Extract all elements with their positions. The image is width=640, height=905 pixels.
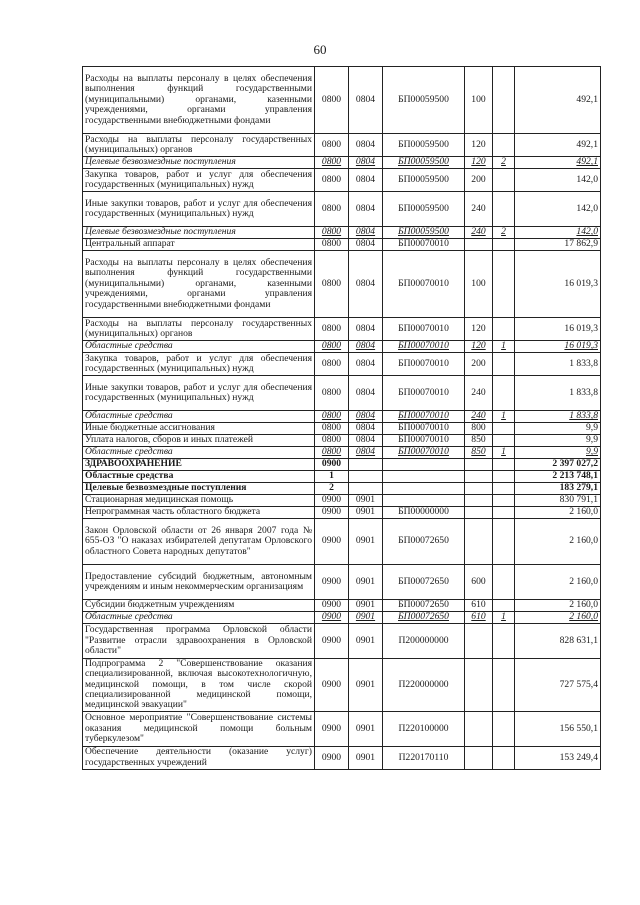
subsection-code-cell: 0804 bbox=[349, 239, 383, 251]
section-code-cell: 0900 bbox=[315, 495, 349, 507]
expense-type-code-cell bbox=[465, 507, 493, 519]
budget-table bbox=[82, 66, 601, 770]
section-code-cell: 0800 bbox=[315, 353, 349, 376]
funding-source-code-cell bbox=[493, 134, 515, 157]
amount-cell: 9,9 bbox=[515, 447, 601, 459]
table-row bbox=[83, 483, 601, 495]
subsection-code-cell bbox=[349, 459, 383, 471]
amount-cell: 2 213 748,1 bbox=[515, 471, 601, 483]
table-row bbox=[83, 746, 601, 769]
row-name-cell: Целевые безвозмездные поступления bbox=[83, 227, 315, 239]
amount-cell: 2 160,0 bbox=[515, 565, 601, 600]
table-row bbox=[83, 471, 601, 483]
row-name-cell: Областные средства bbox=[83, 447, 315, 459]
subsection-code-cell: 0901 bbox=[349, 495, 383, 507]
funding-source-code-cell bbox=[493, 192, 515, 227]
target-article-code-cell: БП00070010 bbox=[383, 411, 465, 423]
subsection-code-cell: 0804 bbox=[349, 341, 383, 353]
row-name-cell: Основное мероприятие "Совершенствование системы оказания медицинской помощи больным туберкулезом" bbox=[83, 711, 315, 746]
target-article-code-cell bbox=[383, 471, 465, 483]
funding-source-code-cell bbox=[493, 471, 515, 483]
amount-cell: 9,9 bbox=[515, 435, 601, 447]
funding-source-code-cell bbox=[493, 507, 515, 519]
table-row bbox=[83, 507, 601, 519]
section-code-cell: 0800 bbox=[315, 227, 349, 239]
target-article-code-cell: П200000000 bbox=[383, 624, 465, 659]
section-code-cell: 0800 bbox=[315, 157, 349, 169]
subsection-code-cell: 0804 bbox=[349, 411, 383, 423]
subsection-code-cell: 0804 bbox=[349, 227, 383, 239]
section-code-cell: 2 bbox=[315, 483, 349, 495]
table-row bbox=[83, 495, 601, 507]
expense-type-code-cell: 800 bbox=[465, 423, 493, 435]
amount-cell: 16 019,3 bbox=[515, 318, 601, 341]
expense-type-code-cell: 200 bbox=[465, 353, 493, 376]
target-article-code-cell: БП00070010 bbox=[383, 318, 465, 341]
expense-type-code-cell: 120 bbox=[465, 318, 493, 341]
funding-source-code-cell bbox=[493, 169, 515, 192]
subsection-code-cell: 0804 bbox=[349, 447, 383, 459]
expense-type-code-cell: 850 bbox=[465, 447, 493, 459]
section-code-cell: 0800 bbox=[315, 447, 349, 459]
budget-table-body bbox=[83, 67, 601, 770]
section-code-cell: 0900 bbox=[315, 507, 349, 519]
row-name-cell: Целевые безвозмездные поступления bbox=[83, 157, 315, 169]
target-article-code-cell: БП00070010 bbox=[383, 251, 465, 318]
target-article-code-cell: БП00000000 bbox=[383, 507, 465, 519]
amount-cell: 2 160,0 bbox=[515, 519, 601, 565]
table-row bbox=[83, 157, 601, 169]
funding-source-code-cell: 1 bbox=[493, 447, 515, 459]
table-row bbox=[83, 612, 601, 624]
section-code-cell: 0800 bbox=[315, 251, 349, 318]
amount-cell: 9,9 bbox=[515, 423, 601, 435]
row-name-cell: ЗДРАВООХРАНЕНИЕ bbox=[83, 459, 315, 471]
funding-source-code-cell bbox=[493, 600, 515, 612]
table-row bbox=[83, 565, 601, 600]
row-name-cell: Расходы на выплаты персоналу в целях обеспечения выполнения функций государственными (муниципальными) органами, казенными учреждениями, органами управления государственными внебюджетными фондами bbox=[83, 67, 315, 134]
subsection-code-cell: 0901 bbox=[349, 600, 383, 612]
funding-source-code-cell bbox=[493, 711, 515, 746]
subsection-code-cell: 0804 bbox=[349, 251, 383, 318]
target-article-code-cell: БП00059500 bbox=[383, 227, 465, 239]
section-code-cell: 0800 bbox=[315, 318, 349, 341]
funding-source-code-cell: 1 bbox=[493, 341, 515, 353]
target-article-code-cell: БП00059500 bbox=[383, 192, 465, 227]
amount-cell: 727 575,4 bbox=[515, 659, 601, 712]
funding-source-code-cell: 1 bbox=[493, 612, 515, 624]
expense-type-code-cell bbox=[465, 239, 493, 251]
row-name-cell: Подпрограмма 2 "Совершенствование оказания специализированной, включая высокотехнологичную, медицинской помощи, в том числе скорой специализированной медицинской помощи, медицинской эвакуации" bbox=[83, 659, 315, 712]
section-code-cell: 0900 bbox=[315, 612, 349, 624]
table-row bbox=[83, 519, 601, 565]
amount-cell: 1 833,8 bbox=[515, 376, 601, 411]
expense-type-code-cell: 240 bbox=[465, 376, 493, 411]
table-row bbox=[83, 239, 601, 251]
section-code-cell: 0800 bbox=[315, 134, 349, 157]
row-name-cell: Расходы на выплаты персоналу в целях обеспечения выполнения функций государственными (муниципальными) органами, казенными учреждениями, органами управления государственными внебюджетными фондами bbox=[83, 251, 315, 318]
target-article-code-cell: П220100000 bbox=[383, 711, 465, 746]
amount-cell: 492,1 bbox=[515, 67, 601, 134]
section-code-cell: 0800 bbox=[315, 423, 349, 435]
subsection-code-cell: 0804 bbox=[349, 423, 383, 435]
subsection-code-cell: 0901 bbox=[349, 507, 383, 519]
funding-source-code-cell: 2 bbox=[493, 157, 515, 169]
amount-cell: 142,0 bbox=[515, 192, 601, 227]
funding-source-code-cell: 2 bbox=[493, 227, 515, 239]
row-name-cell: Закупка товаров, работ и услуг для обеспечения государственных (муниципальных) нужд bbox=[83, 353, 315, 376]
table-row bbox=[83, 411, 601, 423]
table-row bbox=[83, 624, 601, 659]
funding-source-code-cell bbox=[493, 251, 515, 318]
amount-cell: 156 550,1 bbox=[515, 711, 601, 746]
amount-cell: 492,1 bbox=[515, 157, 601, 169]
target-article-code-cell: БП00059500 bbox=[383, 169, 465, 192]
funding-source-code-cell bbox=[493, 659, 515, 712]
target-article-code-cell bbox=[383, 483, 465, 495]
amount-cell: 1 833,8 bbox=[515, 353, 601, 376]
funding-source-code-cell bbox=[493, 624, 515, 659]
expense-type-code-cell bbox=[465, 519, 493, 565]
row-name-cell: Закон Орловской области от 26 января 2007 года № 655-ОЗ "О наказах избирателей депутатам Орловского областного Совета народных депутатов" bbox=[83, 519, 315, 565]
table-row bbox=[83, 251, 601, 318]
target-article-code-cell: БП00070010 bbox=[383, 447, 465, 459]
subsection-code-cell: 0804 bbox=[349, 192, 383, 227]
amount-cell: 830 791,1 bbox=[515, 495, 601, 507]
target-article-code-cell: БП00072650 bbox=[383, 612, 465, 624]
row-name-cell: Предоставление субсидий бюджетным, автономным учреждениям и иным некоммерческим организациям bbox=[83, 565, 315, 600]
subsection-code-cell bbox=[349, 471, 383, 483]
funding-source-code-cell bbox=[493, 746, 515, 769]
table-row bbox=[83, 376, 601, 411]
expense-type-code-cell bbox=[465, 746, 493, 769]
target-article-code-cell: П220000000 bbox=[383, 659, 465, 712]
section-code-cell: 1 bbox=[315, 471, 349, 483]
amount-cell: 1 833,8 bbox=[515, 411, 601, 423]
expense-type-code-cell: 100 bbox=[465, 67, 493, 134]
section-code-cell: 0900 bbox=[315, 459, 349, 471]
row-name-cell: Центральный аппарат bbox=[83, 239, 315, 251]
amount-cell: 17 862,9 bbox=[515, 239, 601, 251]
target-article-code-cell: БП00070010 bbox=[383, 341, 465, 353]
section-code-cell: 0900 bbox=[315, 659, 349, 712]
expense-type-code-cell: 240 bbox=[465, 227, 493, 239]
table-row bbox=[83, 447, 601, 459]
section-code-cell: 0800 bbox=[315, 341, 349, 353]
target-article-code-cell: БП00072650 bbox=[383, 600, 465, 612]
amount-cell: 16 019,3 bbox=[515, 251, 601, 318]
section-code-cell: 0900 bbox=[315, 746, 349, 769]
subsection-code-cell: 0804 bbox=[349, 157, 383, 169]
section-code-cell: 0900 bbox=[315, 624, 349, 659]
expense-type-code-cell: 120 bbox=[465, 134, 493, 157]
row-name-cell: Иные бюджетные ассигнования bbox=[83, 423, 315, 435]
row-name-cell: Уплата налогов, сборов и иных платежей bbox=[83, 435, 315, 447]
funding-source-code-cell bbox=[493, 353, 515, 376]
expense-type-code-cell bbox=[465, 624, 493, 659]
expense-type-code-cell bbox=[465, 495, 493, 507]
table-row bbox=[83, 711, 601, 746]
row-name-cell: Областные средства bbox=[83, 471, 315, 483]
amount-cell: 828 631,1 bbox=[515, 624, 601, 659]
amount-cell: 153 249,4 bbox=[515, 746, 601, 769]
funding-source-code-cell bbox=[493, 239, 515, 251]
table-row bbox=[83, 227, 601, 239]
section-code-cell: 0900 bbox=[315, 600, 349, 612]
target-article-code-cell bbox=[383, 495, 465, 507]
funding-source-code-cell bbox=[493, 376, 515, 411]
table-row bbox=[83, 353, 601, 376]
target-article-code-cell: П220170110 bbox=[383, 746, 465, 769]
row-name-cell: Непрограммная часть областного бюджета bbox=[83, 507, 315, 519]
amount-cell: 492,1 bbox=[515, 134, 601, 157]
table-row bbox=[83, 659, 601, 712]
funding-source-code-cell bbox=[493, 423, 515, 435]
section-code-cell: 0800 bbox=[315, 376, 349, 411]
target-article-code-cell: БП00070010 bbox=[383, 376, 465, 411]
table-row bbox=[83, 318, 601, 341]
expense-type-code-cell: 610 bbox=[465, 612, 493, 624]
section-code-cell: 0900 bbox=[315, 711, 349, 746]
table-row bbox=[83, 459, 601, 471]
funding-source-code-cell bbox=[493, 495, 515, 507]
expense-type-code-cell: 850 bbox=[465, 435, 493, 447]
table-row bbox=[83, 341, 601, 353]
row-name-cell: Расходы на выплаты персоналу государственных (муниципальных) органов bbox=[83, 318, 315, 341]
row-name-cell: Иные закупки товаров, работ и услуг для обеспечения государственных (муниципальных) нужд bbox=[83, 192, 315, 227]
table-row bbox=[83, 600, 601, 612]
section-code-cell: 0800 bbox=[315, 192, 349, 227]
table-row bbox=[83, 192, 601, 227]
subsection-code-cell: 0804 bbox=[349, 134, 383, 157]
target-article-code-cell: БП00070010 bbox=[383, 353, 465, 376]
section-code-cell: 0800 bbox=[315, 435, 349, 447]
expense-type-code-cell: 100 bbox=[465, 251, 493, 318]
amount-cell: 2 397 027,2 bbox=[515, 459, 601, 471]
expense-type-code-cell: 240 bbox=[465, 411, 493, 423]
row-name-cell: Стационарная медицинская помощь bbox=[83, 495, 315, 507]
row-name-cell: Субсидии бюджетным учреждениям bbox=[83, 600, 315, 612]
amount-cell: 183 279,1 bbox=[515, 483, 601, 495]
subsection-code-cell: 0804 bbox=[349, 353, 383, 376]
subsection-code-cell: 0804 bbox=[349, 376, 383, 411]
funding-source-code-cell bbox=[493, 435, 515, 447]
table-row bbox=[83, 67, 601, 134]
table-row bbox=[83, 169, 601, 192]
expense-type-code-cell bbox=[465, 459, 493, 471]
funding-source-code-cell bbox=[493, 459, 515, 471]
subsection-code-cell: 0804 bbox=[349, 318, 383, 341]
amount-cell: 2 160,0 bbox=[515, 507, 601, 519]
target-article-code-cell bbox=[383, 459, 465, 471]
row-name-cell: Иные закупки товаров, работ и услуг для обеспечения государственных (муниципальных) нужд bbox=[83, 376, 315, 411]
row-name-cell: Государственная программа Орловской области "Развитие отрасли здравоохранения в Орловской области" bbox=[83, 624, 315, 659]
amount-cell: 142,0 bbox=[515, 227, 601, 239]
funding-source-code-cell bbox=[493, 565, 515, 600]
section-code-cell: 0800 bbox=[315, 411, 349, 423]
amount-cell: 2 160,0 bbox=[515, 600, 601, 612]
subsection-code-cell: 0901 bbox=[349, 624, 383, 659]
target-article-code-cell: БП00070010 bbox=[383, 239, 465, 251]
subsection-code-cell: 0804 bbox=[349, 67, 383, 134]
target-article-code-cell: БП00070010 bbox=[383, 435, 465, 447]
target-article-code-cell: БП00072650 bbox=[383, 565, 465, 600]
table-row bbox=[83, 423, 601, 435]
subsection-code-cell: 0901 bbox=[349, 519, 383, 565]
target-article-code-cell: БП00072650 bbox=[383, 519, 465, 565]
funding-source-code-cell: 1 bbox=[493, 411, 515, 423]
amount-cell: 142,0 bbox=[515, 169, 601, 192]
subsection-code-cell: 0804 bbox=[349, 169, 383, 192]
expense-type-code-cell: 120 bbox=[465, 341, 493, 353]
target-article-code-cell: БП00059500 bbox=[383, 134, 465, 157]
target-article-code-cell: БП00070010 bbox=[383, 423, 465, 435]
section-code-cell: 0800 bbox=[315, 239, 349, 251]
amount-cell: 2 160,0 bbox=[515, 612, 601, 624]
expense-type-code-cell bbox=[465, 711, 493, 746]
expense-type-code-cell: 610 bbox=[465, 600, 493, 612]
subsection-code-cell: 0901 bbox=[349, 659, 383, 712]
subsection-code-cell: 0901 bbox=[349, 612, 383, 624]
subsection-code-cell: 0804 bbox=[349, 435, 383, 447]
page-number: 60 bbox=[313, 42, 327, 57]
expense-type-code-cell bbox=[465, 471, 493, 483]
expense-type-code-cell bbox=[465, 659, 493, 712]
row-name-cell: Закупка товаров, работ и услуг для обеспечения государственных (муниципальных) нужд bbox=[83, 169, 315, 192]
expense-type-code-cell: 600 bbox=[465, 565, 493, 600]
subsection-code-cell bbox=[349, 483, 383, 495]
section-code-cell: 0900 bbox=[315, 519, 349, 565]
section-code-cell: 0800 bbox=[315, 67, 349, 134]
target-article-code-cell: БП00059500 bbox=[383, 157, 465, 169]
row-name-cell: Расходы на выплаты персоналу государственных (муниципальных) органов bbox=[83, 134, 315, 157]
expense-type-code-cell bbox=[465, 483, 493, 495]
funding-source-code-cell bbox=[493, 483, 515, 495]
subsection-code-cell: 0901 bbox=[349, 711, 383, 746]
expense-type-code-cell: 200 bbox=[465, 169, 493, 192]
target-article-code-cell: БП00059500 bbox=[383, 67, 465, 134]
section-code-cell: 0900 bbox=[315, 565, 349, 600]
row-name-cell: Областные средства bbox=[83, 341, 315, 353]
subsection-code-cell: 0901 bbox=[349, 565, 383, 600]
funding-source-code-cell bbox=[493, 519, 515, 565]
funding-source-code-cell bbox=[493, 67, 515, 134]
row-name-cell: Обеспечение деятельности (оказание услуг) государственных учреждений bbox=[83, 746, 315, 769]
row-name-cell: Областные средства bbox=[83, 411, 315, 423]
section-code-cell: 0800 bbox=[315, 169, 349, 192]
table-row bbox=[83, 134, 601, 157]
funding-source-code-cell bbox=[493, 318, 515, 341]
table-row bbox=[83, 435, 601, 447]
expense-type-code-cell: 120 bbox=[465, 157, 493, 169]
subsection-code-cell: 0901 bbox=[349, 746, 383, 769]
row-name-cell: Целевые безвозмездные поступления bbox=[83, 483, 315, 495]
row-name-cell: Областные средства bbox=[83, 612, 315, 624]
amount-cell: 16 019,3 bbox=[515, 341, 601, 353]
expense-type-code-cell: 240 bbox=[465, 192, 493, 227]
